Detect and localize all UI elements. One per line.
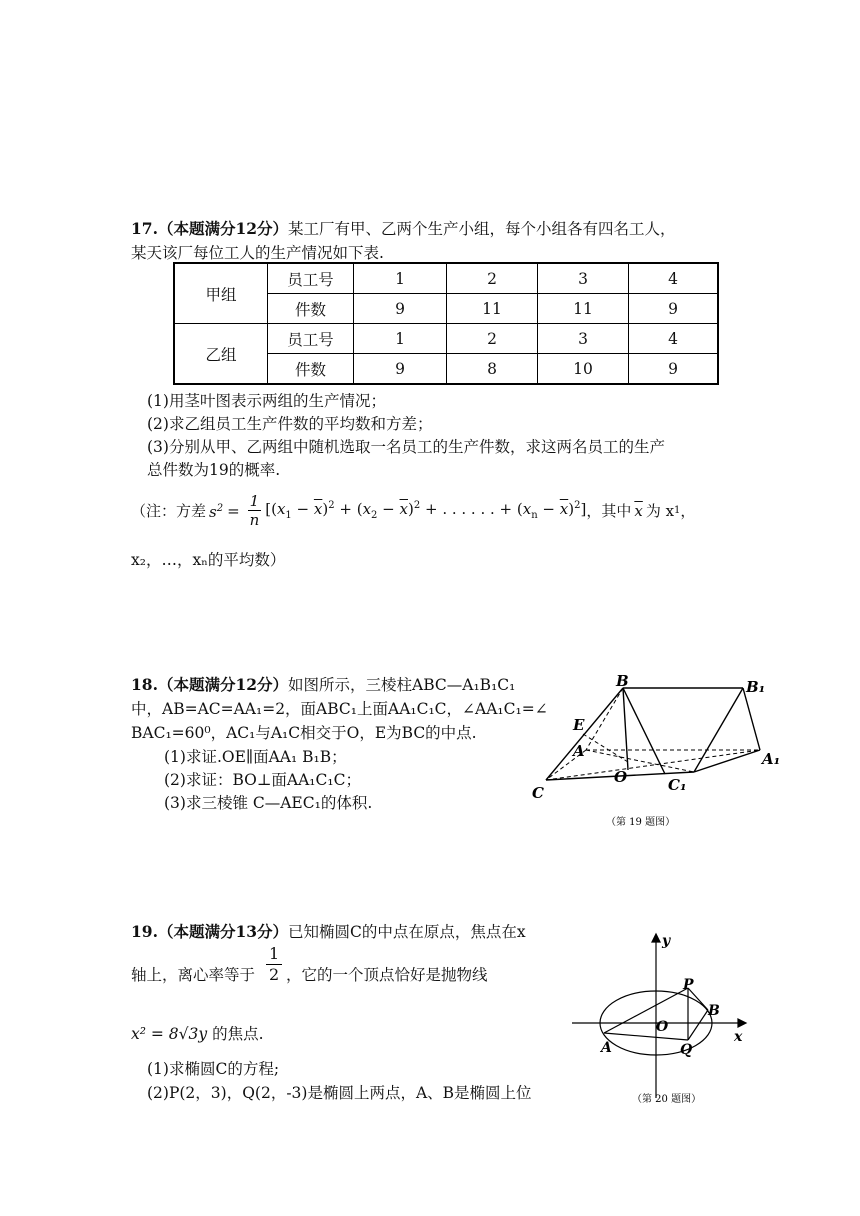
frac-numerator: 1 — [266, 944, 282, 965]
label-C1: C₁ — [668, 776, 687, 794]
table-cell: 2 — [447, 263, 538, 294]
eccentricity-fraction — [266, 944, 282, 985]
note-prefix: （注：方差 — [131, 501, 207, 520]
table-cell: 1 — [354, 263, 447, 294]
label-A: A — [573, 742, 585, 760]
label-E: E — [573, 716, 585, 734]
parabola-equation: x² = 8√3y — [131, 1025, 208, 1043]
table-cell: 8 — [447, 354, 538, 385]
label-x: x — [734, 1029, 743, 1045]
q18-heading: 18.（本题满分12分） — [131, 675, 289, 694]
note-suffix-2: 为 x — [645, 501, 675, 520]
label-A1: A₁ — [762, 750, 781, 768]
figure-20-caption: （第 20 题图） — [632, 1094, 702, 1105]
q19-item-2: (2)P(2，3)，Q(2，-3)是椭圆上两点，A、B是椭圆上位 — [147, 1084, 532, 1102]
q18-line-1 — [131, 673, 515, 697]
label-Q: Q — [680, 1042, 693, 1058]
label-A: A — [601, 1040, 612, 1056]
q18-item-1: (1)求证.OE∥面AA₁ B₁B； — [164, 748, 347, 766]
q17-data-table — [173, 262, 719, 385]
q17-intro: 某工厂有甲、乙两个生产小组，每个小组各有四名工人， — [288, 220, 676, 238]
note-suffix: ，其中 — [586, 501, 632, 520]
q17-item-2: (2)求乙组员工生产件数的平均数和方差； — [147, 415, 433, 433]
group-b-label: 乙组 — [174, 324, 268, 385]
q17-item-3: (3)分别从甲、乙两组中随机选取一名员工的生产件数，求这两名员工的生产 — [147, 438, 665, 456]
variance-formula: （注：方差 $s^2$ = $\frac{1}{n}$ [$(x_1 - \overline{x})^2 + (x_2 - \overline{x})^2$ + . . . . . . + $(x_n - \overline{x})^2$] ，其中 $\overline{x}$ 为 x 1 ， — [131, 492, 696, 529]
table-cell: 1 — [354, 324, 447, 354]
q19-heading: 19.（本题满分13分） — [131, 922, 289, 941]
label-O: O — [614, 768, 628, 786]
q18-line-3: BAC₁=60⁰，AC₁与A₁C相交于O，E为BC的中点. — [131, 724, 477, 742]
q19-line-3 — [131, 1022, 264, 1046]
q18-item-2: (2)求证：BO⊥面AA₁C₁C； — [164, 771, 361, 789]
label-O: O — [656, 1019, 669, 1035]
label-B1: B₁ — [746, 678, 766, 696]
id-row-label: 员工号 — [268, 324, 354, 354]
q17-item-3-cont: 总件数为19的概率. — [147, 461, 281, 479]
table-cell: 4 — [629, 324, 719, 354]
q18-item-3: (3)求三棱锥 C—AEC₁的体积. — [164, 794, 373, 812]
figure-19-caption: （第 19 题图） — [606, 817, 676, 828]
table-cell: 3 — [538, 324, 629, 354]
q18-line-2: 中，AB=AC=AA₁=2，面ABC₁上面AA₁C₁C，∠AA₁C₁=∠ — [131, 700, 548, 718]
q18-intro: 如图所示，三棱柱ABC—A₁B₁C₁ — [288, 676, 516, 694]
q17-line-2: 某天该厂每位工人的生产情况如下表. — [131, 244, 384, 262]
count-row-label: 件数 — [268, 354, 354, 385]
q17-item-1: (1)用茎叶图表示两组的生产情况； — [147, 392, 386, 410]
q17-heading: 17.（本题满分12分） — [131, 219, 289, 238]
q19-line-2b: ，它的一个顶点恰好是抛物线 — [286, 966, 488, 984]
label-y: y — [662, 933, 671, 949]
table-cell: 9 — [354, 294, 447, 324]
table-cell: 3 — [538, 263, 629, 294]
q19-line-3-rest: 的焦点. — [207, 1025, 264, 1043]
table-cell: 9 — [354, 354, 447, 385]
ellipse-figure — [570, 928, 760, 1108]
table-cell: 11 — [538, 294, 629, 324]
label-C: C — [532, 784, 544, 802]
table-cell: 11 — [447, 294, 538, 324]
label-P: P — [683, 977, 694, 993]
prism-figure — [528, 670, 781, 835]
table-cell: 9 — [629, 294, 719, 324]
q19-line-2a: 轴上，离心率等于 — [131, 966, 256, 984]
id-row-label: 员工号 — [268, 263, 354, 294]
count-row-label: 件数 — [268, 294, 354, 324]
label-B: B — [616, 672, 629, 690]
table-cell: 2 — [447, 324, 538, 354]
q17-line-1 — [131, 217, 676, 241]
q19-intro: 已知椭圆C的中点在原点，焦点在x — [288, 923, 526, 941]
group-a-label: 甲组 — [174, 263, 268, 324]
q19-item-1: (1)求椭圆C的方程; — [147, 1060, 280, 1078]
table-cell: 4 — [629, 263, 719, 294]
label-B: B — [708, 1003, 720, 1019]
frac-denominator: 2 — [269, 965, 280, 984]
q19-line-1 — [131, 920, 526, 944]
table-cell: 9 — [629, 354, 719, 385]
note-line-2: x₂，…，xₙ的平均数） — [131, 551, 286, 569]
table-cell: 10 — [538, 354, 629, 385]
